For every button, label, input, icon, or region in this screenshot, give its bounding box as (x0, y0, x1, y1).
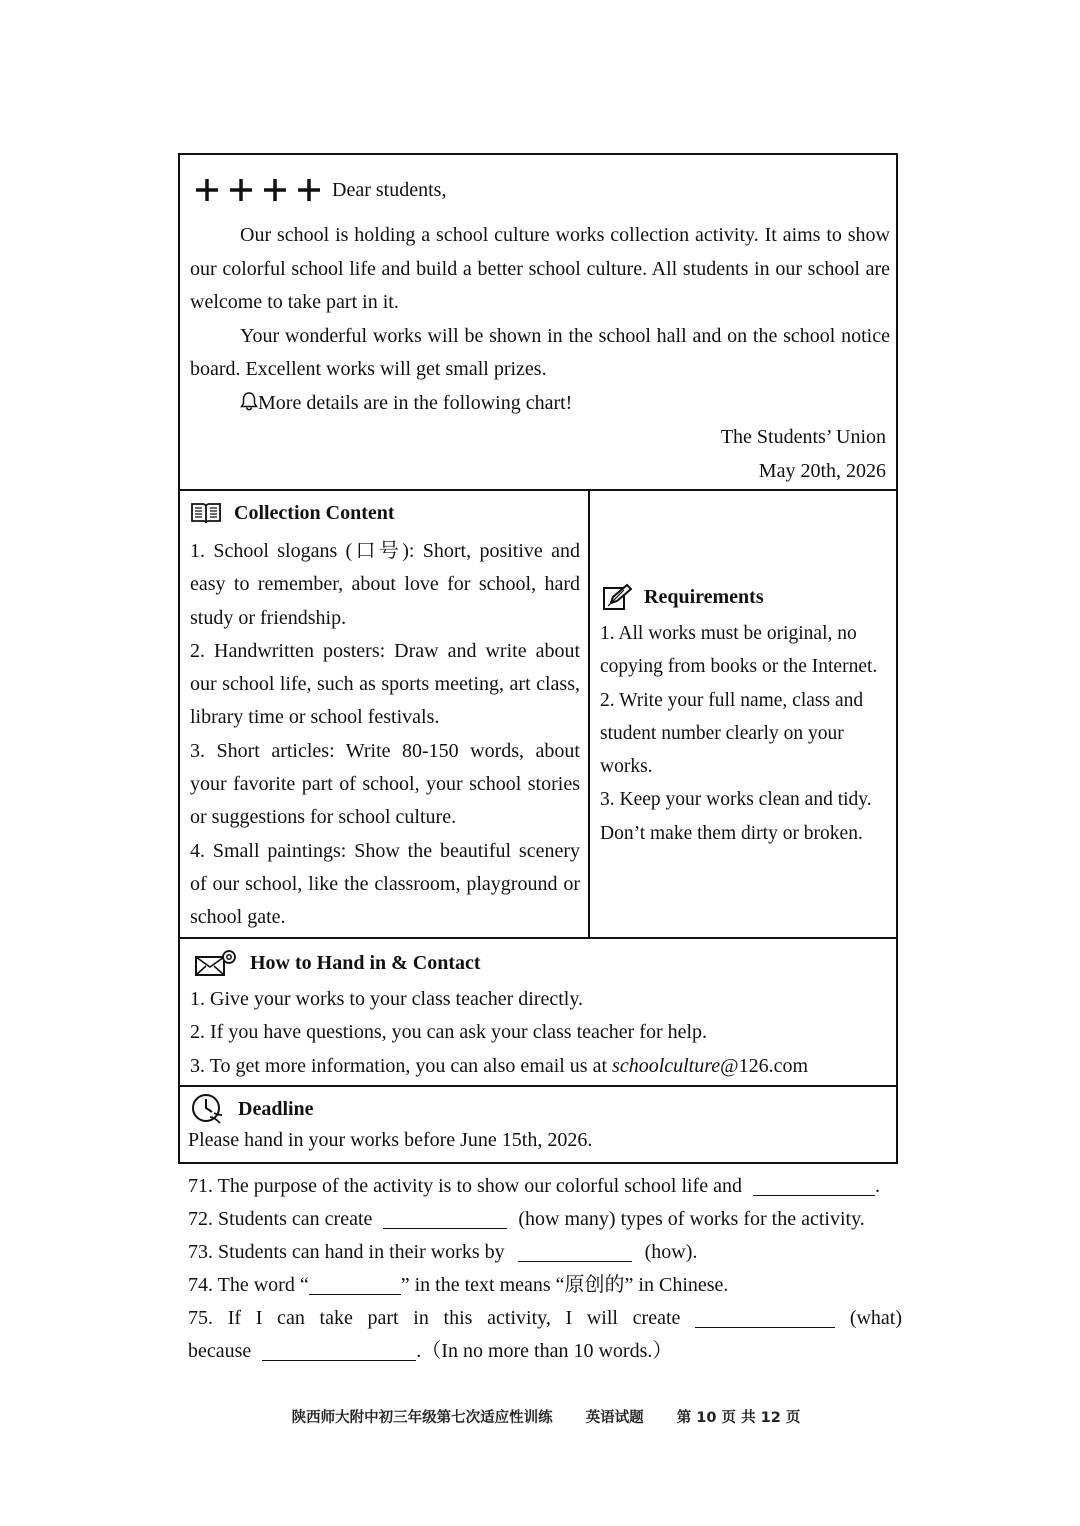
question-text: 75. If I can take part in this activity, I will create (188, 1307, 681, 1329)
question-text: (how). (644, 1241, 698, 1263)
letter-paragraph: Your wonderful works will be shown in the school hall and on the school notice board. Excellent works will get small prizes. (190, 324, 890, 380)
question-text: ” in the text means “原创的” in Chinese. (400, 1274, 729, 1296)
collection-content-heading (190, 501, 395, 525)
answer-blank[interactable] (518, 1239, 632, 1262)
signature: The Students’ Union (720, 426, 886, 448)
list-item: 3. Short articles: Write 80-150 words, about your favorite part of school, your school stories or suggestions for school culture. (190, 739, 580, 829)
greeting-row (194, 177, 446, 203)
bell-icon (240, 391, 258, 411)
signature-block (721, 421, 886, 488)
footer-subject: 英语试题 (585, 1410, 644, 1426)
answer-blank[interactable] (309, 1272, 401, 1295)
footer-page: 第 10 页 共 12 页 (676, 1410, 801, 1426)
hand-in-section (180, 939, 896, 1087)
email-domain: @126.com (720, 1054, 809, 1077)
email-prefix-text: 3. To get more information, you can also email us at (190, 1054, 613, 1077)
answer-blank[interactable] (383, 1206, 507, 1229)
question-74 (188, 1269, 902, 1302)
list-item: 1. Give your works to your class teacher directly. (190, 988, 584, 1010)
hand-in-heading (194, 949, 481, 977)
hand-in-title: How to Hand in & Contact (250, 951, 481, 974)
requirements-column (590, 491, 896, 937)
email-user: schoolculture (612, 1054, 721, 1077)
list-item: 3. Keep your works clean and tidy. Don’t make them dirty or broken. (600, 789, 872, 844)
question-71 (188, 1170, 902, 1203)
requirements-title: Requirements (644, 585, 764, 608)
open-book-icon (190, 501, 222, 525)
pencil-note-icon (602, 583, 632, 611)
clock-hand-icon (190, 1093, 226, 1125)
questions (188, 1170, 902, 1368)
list-item: 2. If you have questions, you can ask your class teacher for help. (190, 1021, 708, 1044)
greeting: Dear students, (332, 178, 447, 201)
question-text: 72. Students can create (188, 1208, 373, 1230)
plus-icon (262, 177, 288, 203)
list-item: 4. Small paintings: Show the beautiful scenery of our school, like the classroom, playground or school gate. (190, 839, 580, 929)
list-item: 1. School slogans (口号): Short, positive and easy to remember, about love for school, hard study or friendship. (190, 540, 580, 629)
list-item: 2. Handwritten posters: Draw and write about our school life, such as sports meeting, art class, library time or school festivals. (190, 639, 580, 729)
deadline-section (180, 1087, 896, 1162)
plus-icon (296, 177, 322, 203)
answer-blank[interactable] (262, 1338, 416, 1361)
letter-body (190, 219, 890, 420)
plus-icon (228, 177, 254, 203)
details-tip (190, 387, 890, 421)
content-requirements-section (180, 491, 896, 939)
deadline-heading (190, 1093, 314, 1125)
question-75 (188, 1302, 902, 1335)
answer-blank[interactable] (695, 1305, 835, 1328)
plus-icon (194, 177, 220, 203)
collection-content-column (180, 491, 590, 937)
question-75-continued (188, 1335, 902, 1368)
letter-section (180, 155, 896, 491)
page-footer (0, 1406, 1080, 1427)
requirements-heading (602, 583, 764, 611)
list-item (190, 1050, 890, 1083)
question-text: because (188, 1340, 252, 1362)
notice-chart (178, 153, 898, 1164)
question-text: 71. The purpose of the activity is to show our colorful school life and (188, 1175, 742, 1197)
question-text: 74. The word “ (188, 1274, 309, 1296)
footer-school: 陕西师大附中初三年级第七次适应性训练 (291, 1410, 553, 1426)
hand-in-list (190, 983, 890, 1083)
list-item: 2. Write your full name, class and student number clearly on your works. (600, 689, 864, 778)
question-73 (188, 1236, 902, 1269)
requirements-list (600, 617, 892, 850)
letter-paragraph: Our school is holding a school culture works collection activity. It aims to show our colorful school life and build a better school culture. All students in our school are welcome to take part in it. (190, 224, 890, 313)
list-item: 1. All works must be original, no copying from books or the Internet. (600, 623, 878, 678)
deadline-text: Please hand in your works before June 15th, 2026. (188, 1129, 593, 1151)
question-72 (188, 1203, 902, 1236)
question-text: (how many) types of works for the activity. (518, 1208, 865, 1230)
collection-content-list (190, 535, 580, 935)
email-envelope-icon (194, 949, 238, 977)
collection-content-title: Collection Content (234, 501, 395, 524)
question-text: 73. Students can hand in their works by (188, 1241, 505, 1263)
question-text: (what) (849, 1307, 903, 1329)
question-text: .（In no more than 10 words.） (416, 1340, 673, 1362)
details-tip-text: More details are in the following chart! (258, 391, 573, 414)
deadline-title: Deadline (238, 1097, 314, 1120)
question-text: . (874, 1175, 880, 1197)
letter-date: May 20th, 2026 (758, 459, 886, 482)
answer-blank[interactable] (753, 1173, 875, 1196)
